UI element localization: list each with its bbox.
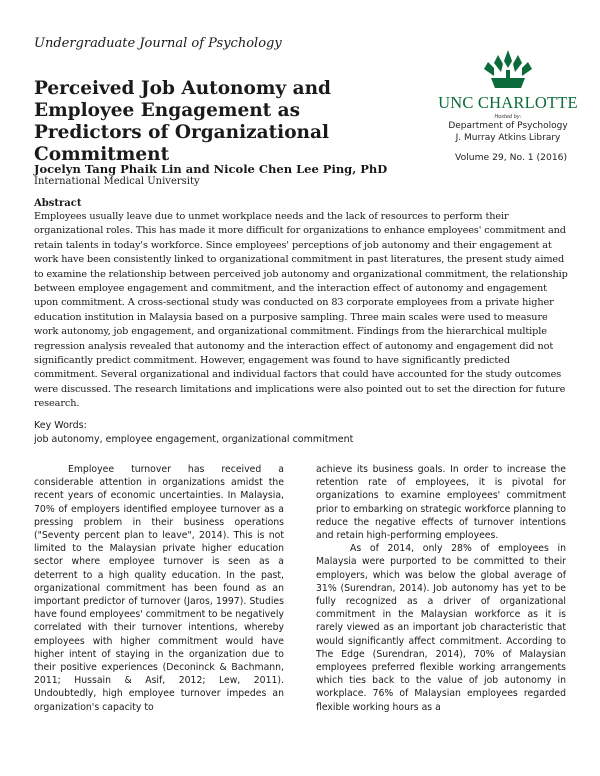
keywords-heading: Key Words: [34, 420, 87, 431]
affiliation: International Medical University [34, 176, 200, 187]
paper-title: Perceived Job Autonomy and Employee Engagement as Predictors of Organizational Commitment [34, 78, 331, 165]
logo-library: J. Murray Atkins Library [455, 133, 561, 143]
journal-name: Undergraduate Journal of Psychology [34, 36, 282, 51]
logo-hosted-label: Hosted by: [494, 114, 522, 120]
logo-name: UNC CHARLOTTE [438, 93, 578, 112]
unc-charlotte-logo [438, 48, 578, 144]
body-column-right [316, 463, 566, 714]
authors: Jocelyn Tang Phaik Lin and Nicole Chen Lee Ping, PhD [34, 162, 388, 176]
body-paragraph: As of 2014, only 28% of employees in Malaysia were purported to be committed to their employers, which was below the global average of 31% (Surendran, 2014). Job autonomy has yet to be fully recognized as a driver of organizational commitment in the Malaysian workforce as it is rarely viewed as an important job characteristic that would significantly affect commitment. According to The Edge (Surendran, 2014), 70% of Malaysian employees preferred flexible working arrangements which ties back to the value of job autonomy in workplace. 76% of Malaysian employees regarded flexible working hours as a [316, 543, 566, 713]
logo-department: Department of Psychology [448, 121, 568, 131]
crown-icon [479, 48, 537, 92]
body-paragraph: achieve its business goals. In order to increase the retention rate of employees, it is pivotal for organizations to examine employees' commitment prior to embarking on strategic workforce planning to reduce the negative effects of turnover intentions and retain high-performing employees. [316, 464, 566, 542]
abstract-text: Employees usually leave due to unmet workplace needs and the lack of resources to perform their organizational roles. This has made it more difficult for organizations to enhance employees' commitment and retain talents in today's workforce. Since employees' perceptions of job autonomy and their engagement at work have been consistently linked to organizational commitment in past literatures, the present study aimed to examine the relationship between perceived job autonomy and organizational commitment, the relationship between employee engagement and commitment, and the interaction effect of autonomy and engagement upon commitment. A cross-sectional study was conducted on 83 corporate employees from a private higher education institution in Malaysia based on a purposive sampling. Three main scales were used to measure work autonomy, job engagement, and organizational commitment. Findings from the hierarchical multiple regression analysis revealed that autonomy and the interaction effect of autonomy and engagement did not significantly predict commitment. However, engagement was found to have significantly predicted commitment. Several organizational and individual factors that could have accounted for the study outcomes were discussed. The research limitations and implications were also pointed out to set the direction for future research. [34, 211, 568, 410]
body-paragraph: Employee turnover has received a considerable attention in organizations amidst the recent years of economic uncertainties. In Malaysia, 70% of employers identified employee turnover as a pressing problem in their business operations ("Seventy percent plan to leave", 2014). This is not limited to the Malaysian private higher education sector where employee turnover is seen as a deterrent to a high quality education. In the past, organizational commitment has been found as an important predictor of turnover (Jaros, 1997). Studies have found employees' commitment to be negatively correlated with their turnover intentions, whereby employees with higher commitment would have higher intent of staying in the organization due to their positive experiences (Deconinck & Bachmann, 2011; Hussain & Asif, 2012; Lew, 2011). Undoubtedly, high employee turnover impedes an organization's capacity to [34, 464, 284, 713]
keywords-text: job autonomy, employee engagement, organizational commitment [34, 434, 354, 445]
body-column-left [34, 463, 284, 714]
abstract-heading: Abstract [34, 198, 82, 209]
volume-info: Volume 29, No. 1 (2016) [455, 152, 568, 163]
